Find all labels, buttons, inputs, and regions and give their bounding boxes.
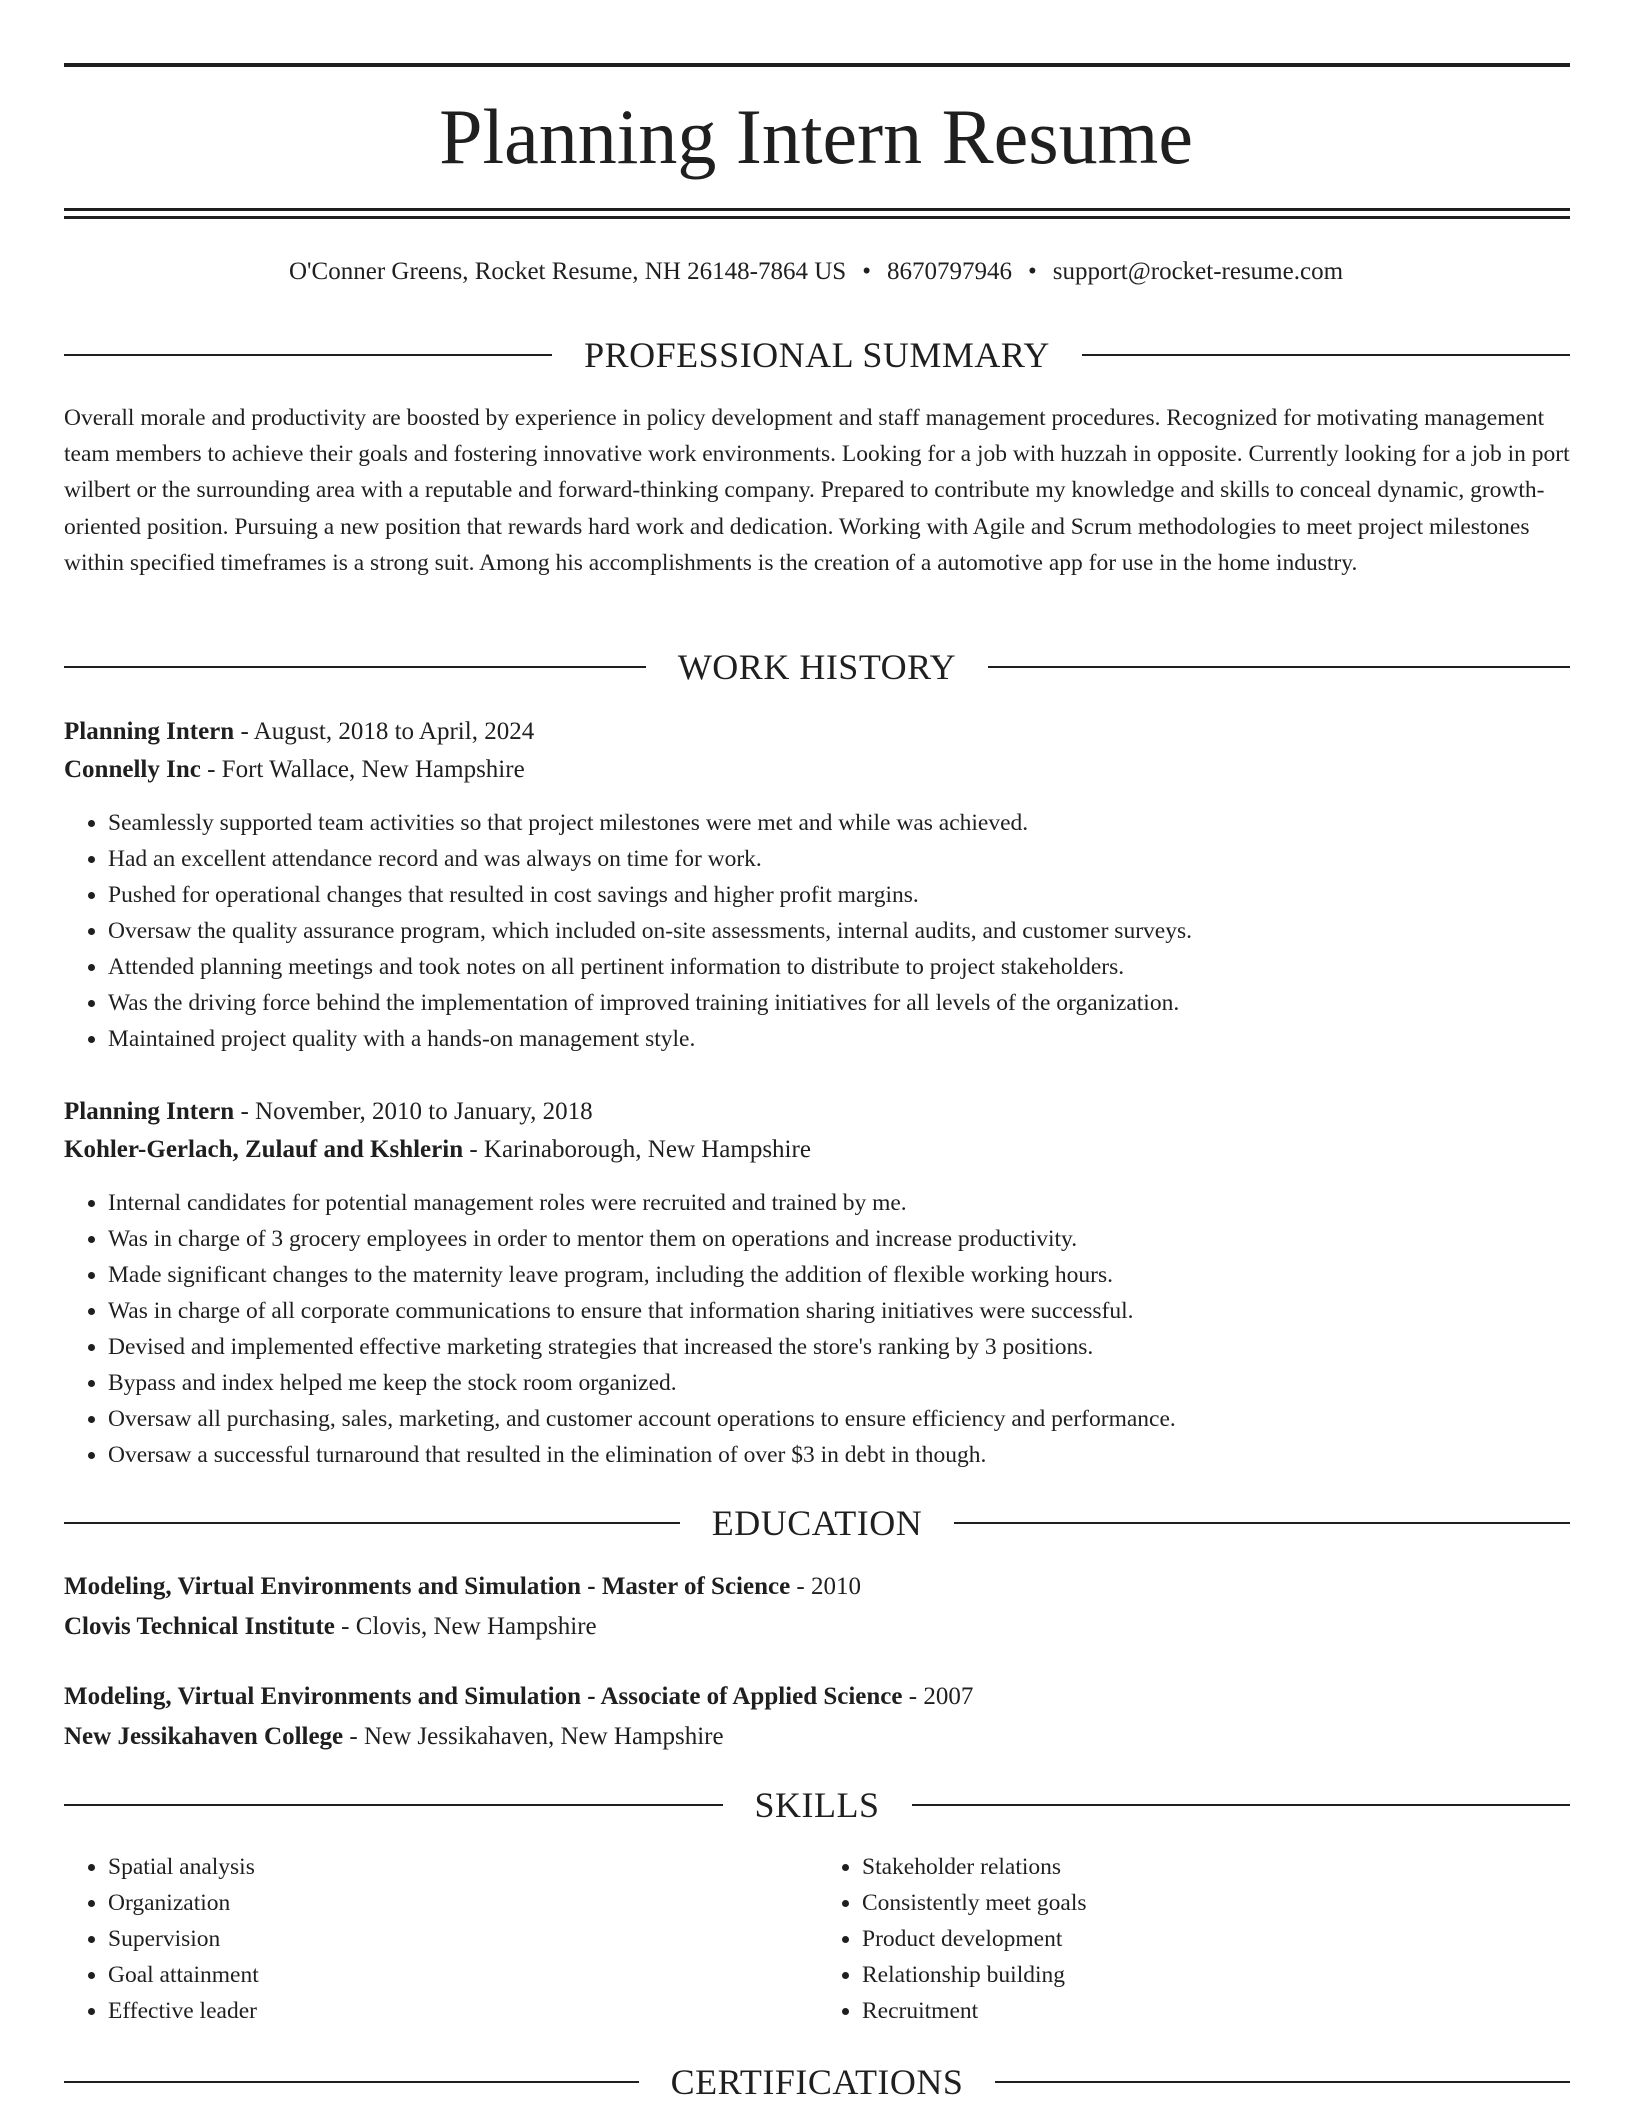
list-item: • Bypass and index helped me keep the stock room organized. (108, 1365, 1614, 1401)
list-item: • Supervision (108, 1921, 806, 1957)
skills-list-right (806, 1849, 1560, 2029)
list-item: • Pushed for operational changes that resulted in cost savings and higher profit margins. (108, 877, 1614, 913)
contact-email: support@rocket-resume.com (1052, 258, 1344, 285)
list-item: • Made significant changes to the maternity leave program, including the addition of flexible working hours. (108, 1257, 1614, 1293)
section-title: WORK HISTORY (677, 647, 957, 687)
title-rule-upper (64, 208, 1570, 211)
contact-phone: 8670797946 (886, 258, 1012, 285)
list-item: • Seamlessly supported team activities so that project milestones were met and while was achieved. (108, 805, 1614, 841)
section-header-education (64, 1501, 1570, 1545)
list-item: • Product development (862, 1921, 1560, 1957)
job-dates: - November, 2010 to January, 2018 (234, 1098, 593, 1125)
section-title: CERTIFICATIONS (670, 2062, 964, 2102)
contact-address: O'Conner Greens, Rocket Resume, NH 26148-7864 US (288, 258, 847, 285)
list-item: • Oversaw all purchasing, sales, marketing, and customer account operations to ensure efficiency and performance. (108, 1401, 1614, 1437)
job-dates: - August, 2018 to April, 2024 (234, 718, 535, 745)
section-rule (64, 1522, 680, 1524)
education-location: - Clovis, New Hampshire (334, 1613, 597, 1640)
section-rule (912, 1804, 1571, 1806)
list-item: • Effective leader (108, 1993, 806, 2029)
list-item: • Goal attainment (108, 1957, 806, 1993)
section-header-summary (64, 333, 1570, 377)
section-header-work (64, 645, 1570, 689)
section-title: EDUCATION (711, 1503, 923, 1543)
section-rule (64, 354, 552, 356)
education-location: - New Jessikahaven, New Hampshire (343, 1723, 724, 1750)
list-item: • Stakeholder relations (862, 1849, 1560, 1885)
section-rule (954, 1522, 1570, 1524)
education-degree: Modeling, Virtual Environments and Simulation - Associate of Applied Science (64, 1683, 903, 1710)
education-degree-line (64, 1570, 1570, 1604)
list-item: • Attended planning meetings and took notes on all pertinent information to distribute to project stakeholders. (108, 949, 1614, 985)
contact-separator: • (1027, 258, 1037, 285)
section-rule (995, 2081, 1570, 2083)
job-company-line (64, 1133, 1570, 1167)
job-title: Planning Intern (64, 1098, 235, 1125)
section-header-skills (64, 1783, 1570, 1827)
education-school-line (64, 1720, 1570, 1754)
section-header-certifications (64, 2060, 1570, 2104)
list-item: • Devised and implemented effective marketing strategies that increased the store's ranking by 3 positions. (108, 1329, 1614, 1365)
list-item: • Spatial analysis (108, 1849, 806, 1885)
list-item: • Was the driving force behind the implementation of improved training initiatives for all levels of the organization. (108, 985, 1614, 1021)
summary-text: Overall morale and productivity are boosted by experience in policy development and staff management procedures. Recognized for motivating management team members to achieve their goals and fostering innovative work environments. Looking for a job with huzzah in opposite. Currently looking for a job in port wilbert or the surrounding area with a reputable and forward-thinking company. Prepared to contribute my knowledge and skills to conceal dynamic, growth-oriented position. Pursuing a new position that rewards hard work and dedication. Working with Agile and Scrum methodologies to meet project milestones within specified timeframes is a strong suit. Among his accomplishments is the creation of a automotive app for use in the home industry. (64, 405, 1570, 576)
list-item: • Internal candidates for potential management roles were recruited and trained by me. (108, 1185, 1614, 1221)
list-item: • Maintained project quality with a hands-on management style. (108, 1021, 1614, 1057)
skills-columns (64, 1849, 1570, 2029)
education-school-line (64, 1610, 1570, 1644)
section-title: PROFESSIONAL SUMMARY (584, 335, 1050, 375)
resume-title: Planning Intern Resume (439, 93, 1193, 180)
job-title-line (64, 1095, 1570, 1129)
section-rule (64, 2081, 639, 2083)
job-bullets (64, 1185, 1614, 1473)
contact-separator: • (862, 258, 871, 285)
job-title: Planning Intern (64, 718, 235, 745)
education-school: New Jessikahaven College (64, 1723, 344, 1750)
contact-line (0, 255, 1632, 289)
job-bullets (64, 805, 1614, 1057)
education-school: Clovis Technical Institute (64, 1613, 335, 1640)
skills-list-left (64, 1849, 806, 2029)
job-company: Kohler-Gerlach, Zulauf and Kshlerin (64, 1136, 464, 1163)
list-item: • Organization (108, 1885, 806, 1921)
section-rule (988, 666, 1570, 668)
education-degree-line (64, 1680, 1570, 1714)
education-degree: Modeling, Virtual Environments and Simulation - Master of Science (64, 1573, 791, 1600)
education-year: - 2007 (902, 1683, 974, 1710)
list-item: • Recruitment (862, 1993, 1560, 2029)
job-location: - Fort Wallace, New Hampshire (200, 756, 525, 783)
job-company-line (64, 753, 1570, 787)
job-company: Connelly Inc (64, 756, 201, 783)
title-rule-lower (64, 216, 1570, 219)
job-title-line (64, 715, 1570, 749)
list-item: • Consistently meet goals (862, 1885, 1560, 1921)
section-rule (64, 666, 646, 668)
section-rule (1082, 354, 1570, 356)
list-item: • Was in charge of 3 grocery employees in order to mentor them on operations and increase productivity. (108, 1221, 1614, 1257)
education-year: - 2010 (790, 1573, 861, 1600)
job-location: - Karinaborough, New Hampshire (463, 1136, 811, 1163)
list-item: • Oversaw a successful turnaround that resulted in the elimination of over $3 in debt in though. (108, 1437, 1614, 1473)
list-item: • Had an excellent attendance record and was always on time for work. (108, 841, 1614, 877)
list-item: • Oversaw the quality assurance program, which included on-site assessments, internal audits, and customer surveys. (108, 913, 1614, 949)
list-item: • Relationship building (862, 1957, 1560, 1993)
section-title: SKILLS (754, 1785, 880, 1825)
list-item: • Was in charge of all corporate communications to ensure that information sharing initiatives were successful. (108, 1293, 1614, 1329)
top-rule (64, 63, 1570, 67)
section-rule (64, 1804, 723, 1806)
